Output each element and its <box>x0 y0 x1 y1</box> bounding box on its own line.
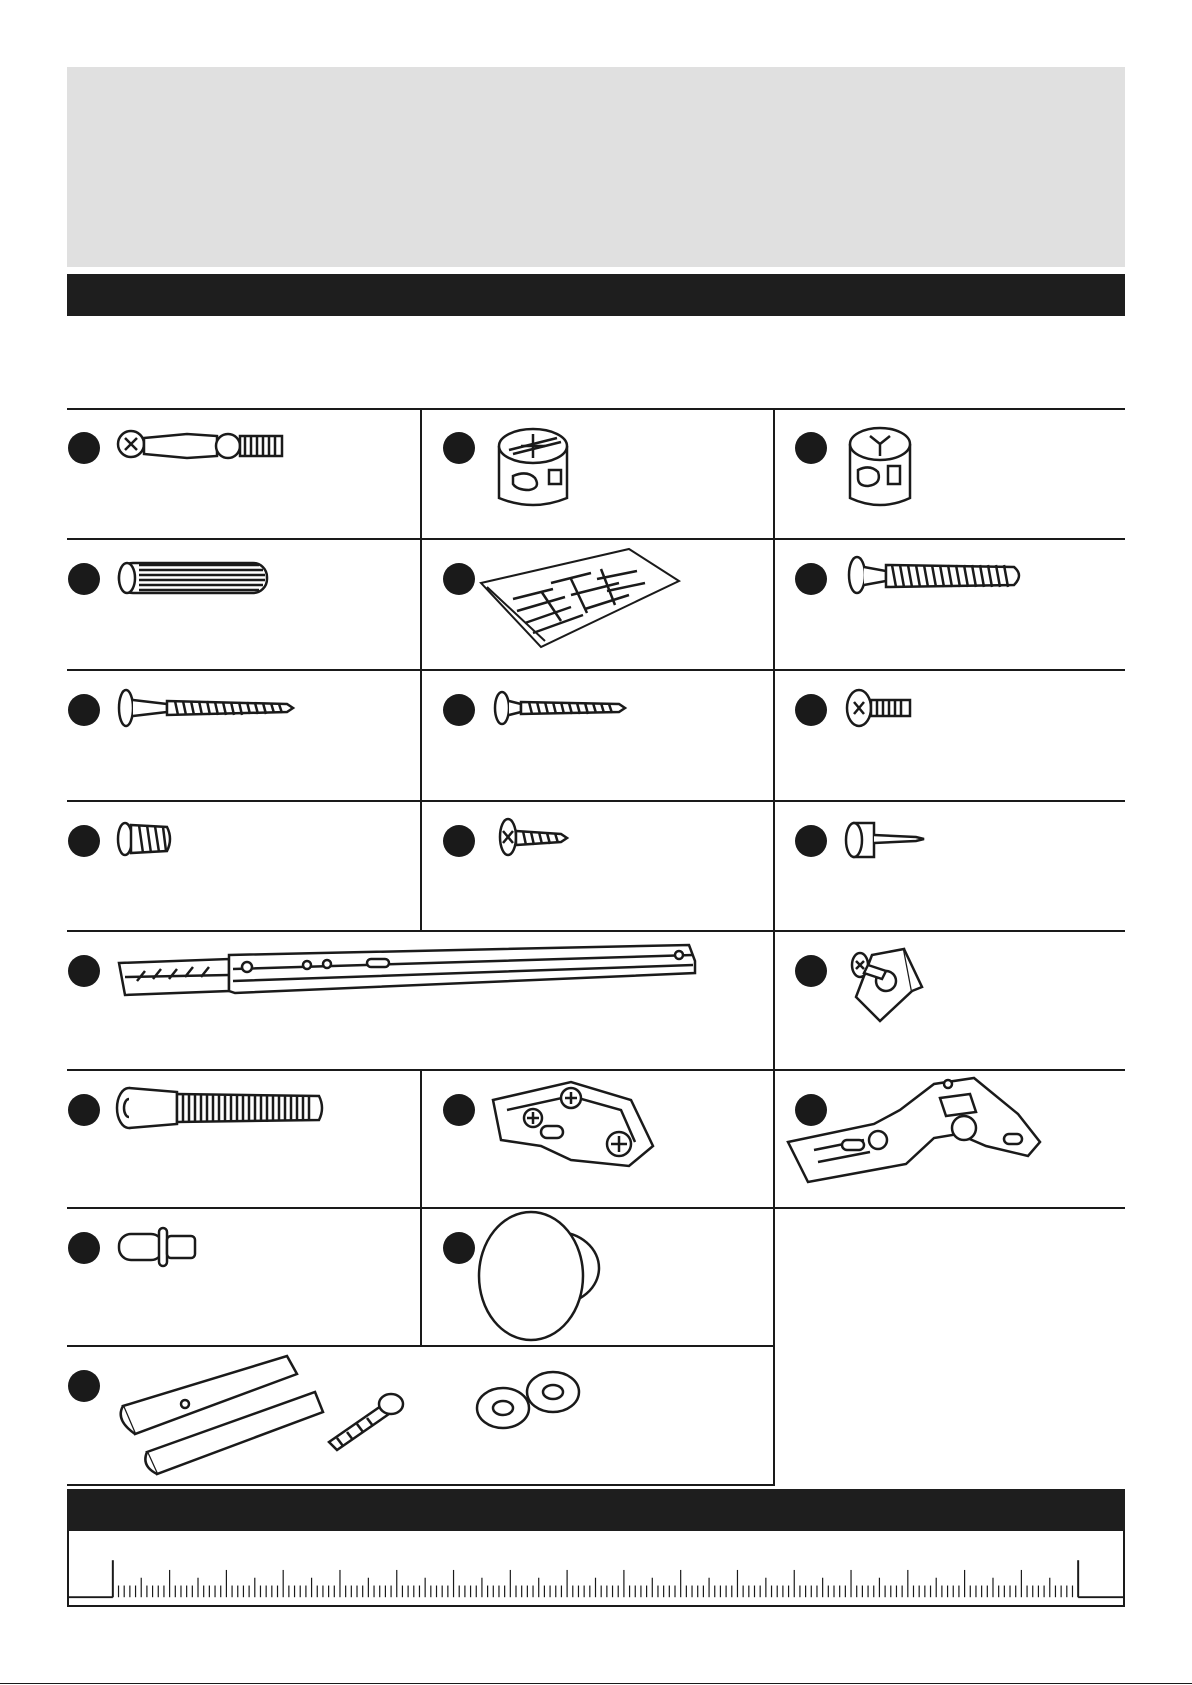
part-hinge <box>774 1070 1125 1208</box>
part-wood-screw <box>67 670 421 801</box>
cam-lock-icon <box>421 408 774 539</box>
hinge-plate-icon <box>421 1070 774 1208</box>
part-wall-strap-kit <box>67 1346 774 1485</box>
part-hinge-plate <box>421 1070 774 1208</box>
part-felt-pad-nail <box>774 801 1125 931</box>
short-wood-screw-icon <box>421 670 774 801</box>
header-panel <box>67 67 1125 267</box>
cam-bolt-icon <box>67 408 421 539</box>
machine-screw-icon <box>774 670 1125 801</box>
part-shelf-pin <box>67 1208 421 1346</box>
part-nail-bag <box>421 539 774 670</box>
part-corner-block <box>774 931 1125 1070</box>
cabinet-hinge-icon <box>774 1070 1125 1208</box>
part-long-screw <box>774 539 1125 670</box>
part-euro-screw <box>67 801 421 931</box>
section-title-bar <box>67 274 1125 316</box>
euro-screw-icon <box>67 801 421 931</box>
wooden-dowel-icon <box>67 539 421 670</box>
shelf-pin-icon <box>67 1208 421 1346</box>
felt-pad-nail-icon <box>774 801 1125 931</box>
nail-bag-icon <box>421 539 774 670</box>
part-dowel <box>67 539 421 670</box>
part-cam-bolt <box>67 408 421 539</box>
connector-bolt-icon <box>67 1070 421 1208</box>
fittings-grid <box>67 408 1125 1486</box>
wood-screw-icon <box>67 670 421 801</box>
small-screw-icon <box>421 801 774 931</box>
part-machine-screw <box>774 670 1125 801</box>
part-knob <box>421 1208 774 1346</box>
ruler-scale <box>69 1531 1123 1605</box>
part-connector-bolt <box>67 1070 421 1208</box>
drawer-runner-icon <box>67 931 774 1070</box>
part-cam-lock-cross <box>774 408 1125 539</box>
part-short-wood-screw <box>421 670 774 801</box>
footer-rule <box>0 1683 1192 1684</box>
corner-block-screw-icon <box>774 931 1125 1070</box>
part-cam-lock <box>421 408 774 539</box>
wall-strap-kit-icon <box>67 1346 774 1485</box>
knob-icon <box>421 1208 774 1346</box>
cam-lock-cross-icon <box>774 408 1125 539</box>
ruler <box>67 1531 1125 1607</box>
long-screw-icon <box>774 539 1125 670</box>
ruler-title-bar <box>67 1489 1125 1531</box>
part-drawer-runner <box>67 931 774 1070</box>
part-small-screw <box>421 801 774 931</box>
